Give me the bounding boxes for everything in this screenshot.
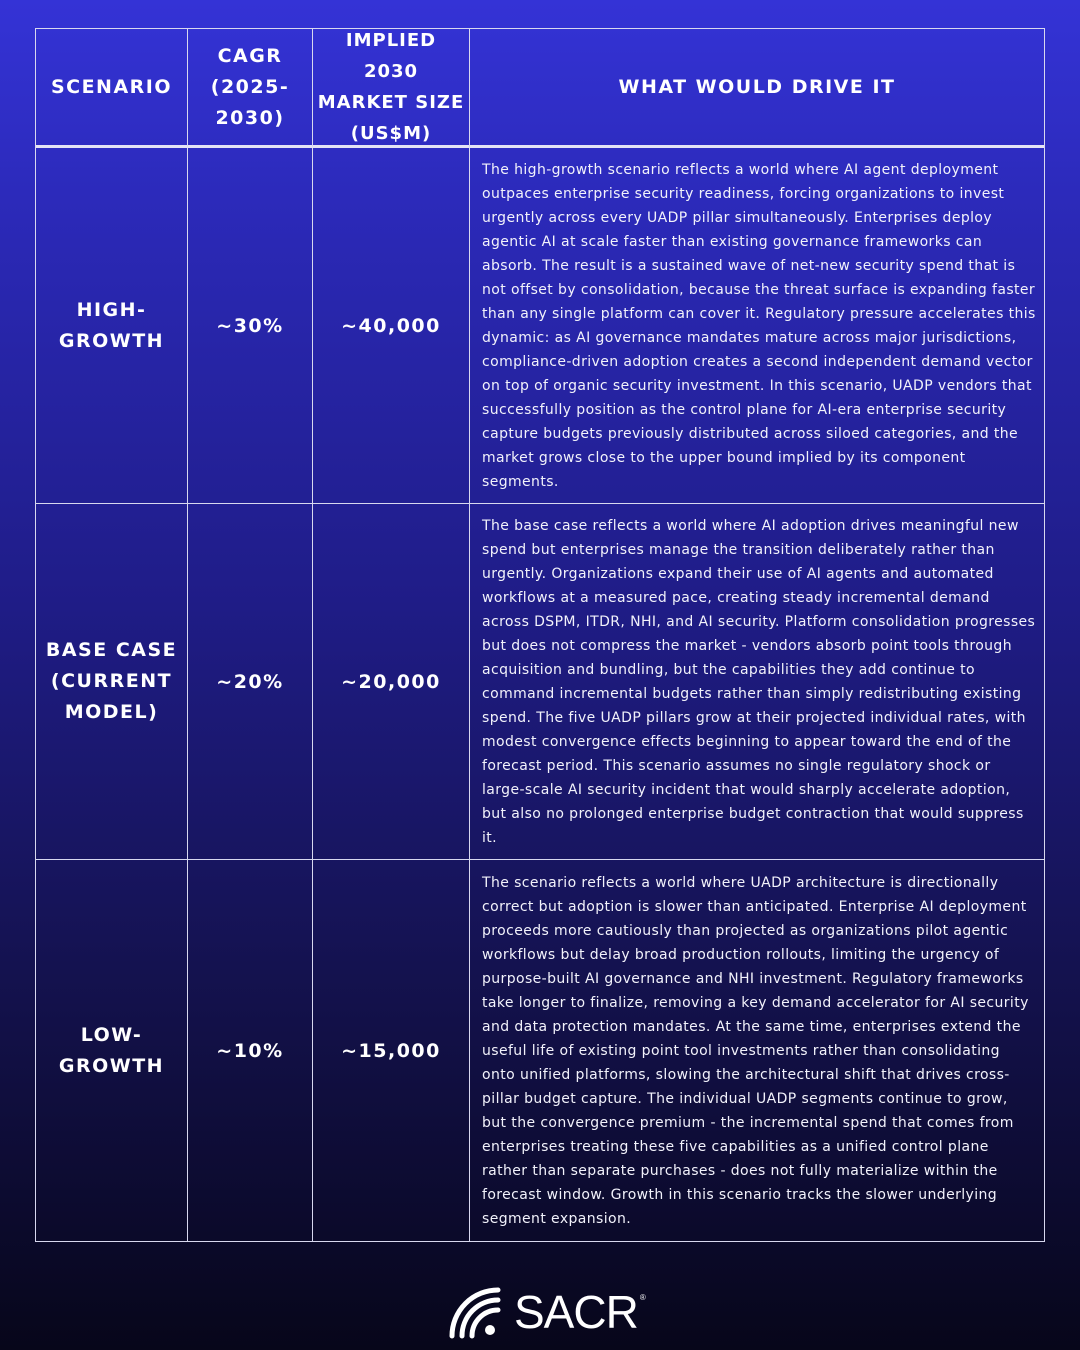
row-description-cell	[470, 504, 1044, 860]
logo-wordmark: SACR	[514, 1286, 638, 1338]
sacr-logo	[446, 1284, 646, 1340]
market-size-value: ~15,000	[341, 1039, 441, 1062]
scenario-name: LOW-GROWTH	[58, 1023, 165, 1077]
header-cagr	[188, 29, 313, 148]
row-market-size-cell	[313, 504, 470, 860]
header-cagr-label: CAGR (2025-2030)	[210, 44, 290, 129]
cagr-value: ~30%	[216, 314, 284, 337]
scenario-name: BASE CASE (CURRENT MODEL)	[45, 639, 178, 723]
row-description-cell	[470, 860, 1044, 1241]
wifi-signal-icon	[446, 1284, 510, 1340]
cagr-value: ~10%	[216, 1039, 284, 1062]
row-cagr-cell	[188, 148, 313, 504]
registered-mark: ®	[639, 1293, 646, 1302]
row-cagr-cell	[188, 860, 313, 1241]
market-size-value: ~20,000	[341, 670, 441, 693]
market-size-value: ~40,000	[341, 314, 441, 337]
scenario-name: HIGH-GROWTH	[58, 298, 165, 352]
row-cagr-cell	[188, 504, 313, 860]
header-drivers	[470, 29, 1044, 148]
scenario-description: The high-growth scenario reflects a world where AI agent deployment outpaces enterprise security readiness, forcing organizations to invest urgently across every UADP pillar simultaneously. Enterprises deploy agentic AI at scale faster than existing governance frameworks can absorb. The result is a sustained wave of net-new security spend that is not offset by consolidation, because the threat surface is expanding faster than any single platform can cover it. Regulatory pressure accelerates this dynamic: as AI governance mandates mature across major jurisdictions, compliance-driven adoption creates a second independent demand vector on top of organic security investment. In this scenario, UADP vendors that successfully position as the control plane for AI-era enterprise security capture budgets previously distributed across siloed categories, and the market grows close to the upper bound implied by its component segments.	[482, 161, 1036, 490]
scenario-description: The scenario reflects a world where UADP architecture is directionally correct but adoption is slower than anticipated. Enterprise AI deployment proceeds more cautiously than projected as organizations pilot agentic workflows but delay broad production rollouts, limiting the urgency of purpose-built AI governance and NHI investment. Regulatory frameworks take longer to finalize, removing a key demand accelerator for AI security and data protection mandates. At the same time, enterprises extend the useful life of existing point tool investments rather than consolidating onto unified platforms, slowing the architectural shift that drives cross-pillar budget capture. The individual UADP segments continue to grow, but the convergence premium - the incremental spend that comes from enterprises treating these five capabilities as a unified control plane rather than separate purchases - does not fully materialize within the forecast window. Growth in this scenario tracks the slower underlying segment expansion.	[482, 874, 1029, 1227]
row-market-size-cell	[313, 148, 470, 504]
row-scenario-cell	[36, 504, 188, 860]
row-market-size-cell	[313, 860, 470, 1241]
row-scenario-cell	[36, 860, 188, 1241]
header-drivers-label: WHAT WOULD DRIVE IT	[618, 75, 896, 98]
logo-text	[514, 1285, 646, 1339]
scenario-table	[35, 28, 1045, 1242]
row-scenario-cell	[36, 148, 188, 504]
header-market-size	[313, 29, 470, 148]
scenario-description: The base case reflects a world where AI adoption drives meaningful new spend but enterprises manage the transition deliberately rather than urgently. Organizations expand their use of AI agents and automated workflows at a measured pace, creating steady incremental demand across DSPM, ITDR, NHI, and AI security. Platform consolidation progresses but does not compress the market - vendors absorb point tools through acquisition and bundling, but the capabilities they add continue to command incremental budgets rather than simply redistributing existing spend. The five UADP pillars grow at their projected individual rates, with modest convergence effects beginning to appear toward the end of the forecast period. This scenario assumes no single regulatory shock or large-scale AI security incident that would sharply accelerate adoption, but also no prolonged enterprise budget contraction that would suppress it.	[482, 517, 1036, 846]
header-market-size-label: IMPLIED 2030 MARKET SIZE (US$M)	[317, 30, 465, 144]
cagr-value: ~20%	[216, 670, 284, 693]
header-scenario	[36, 29, 188, 148]
header-scenario-label: SCENARIO	[50, 75, 173, 98]
row-description-cell	[470, 148, 1044, 504]
